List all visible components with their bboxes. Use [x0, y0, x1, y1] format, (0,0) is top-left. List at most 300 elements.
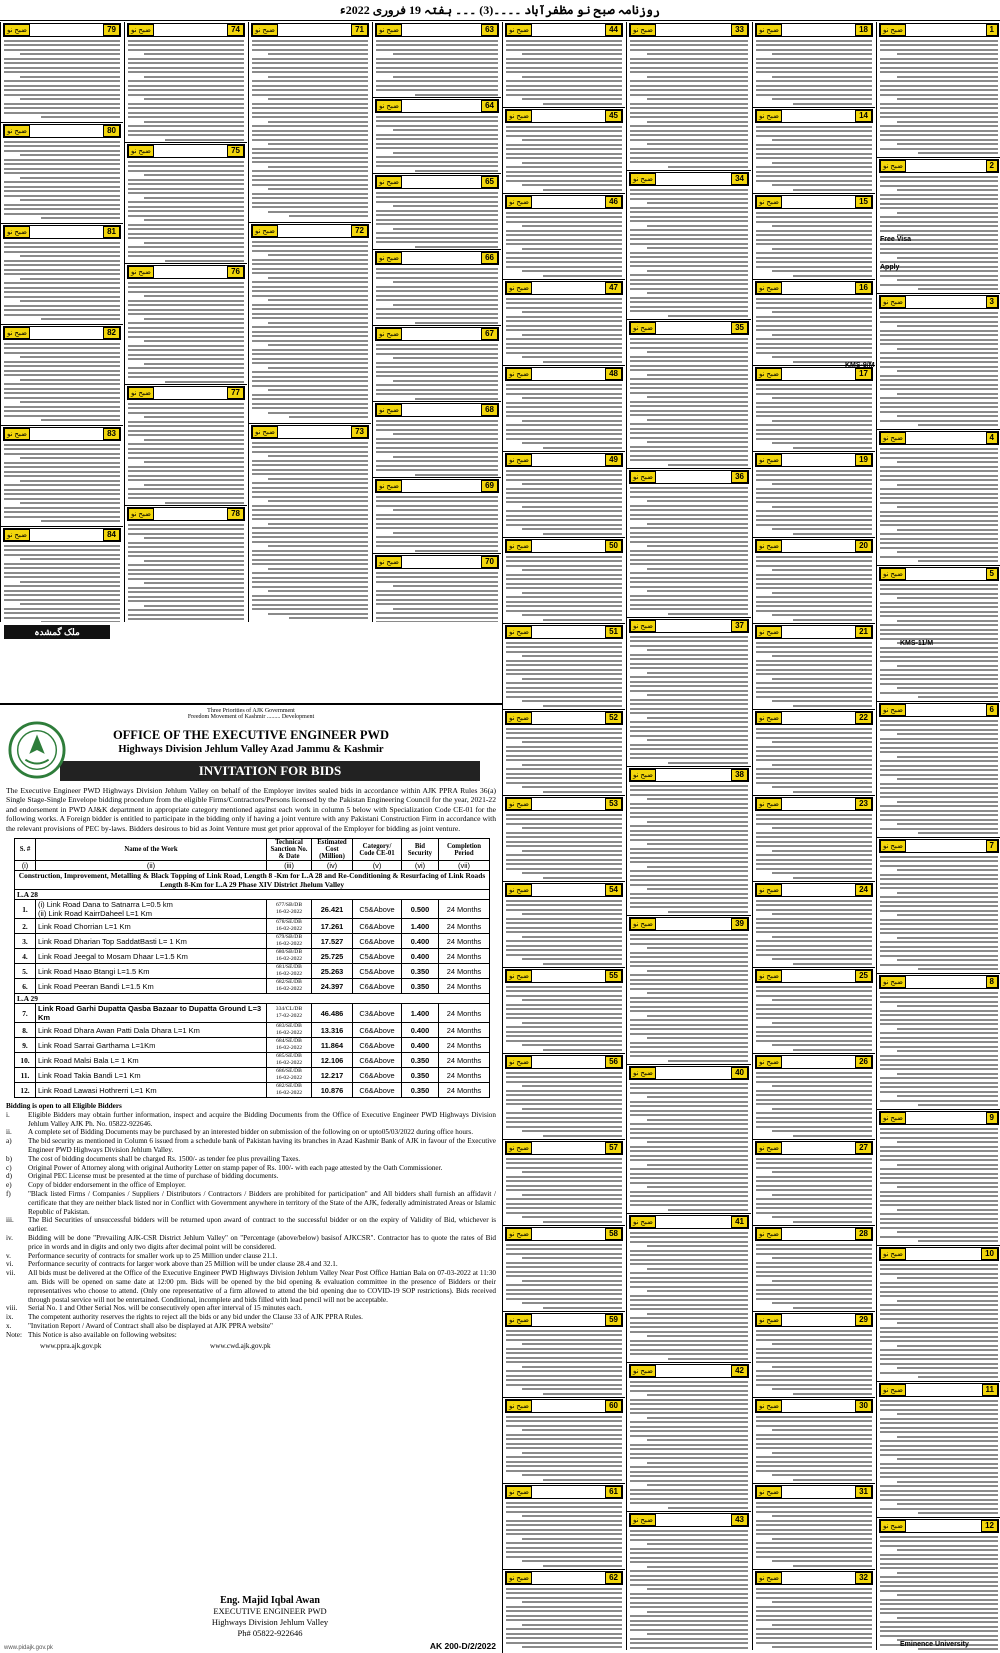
- classified-ad: [877, 22, 1000, 158]
- ad-badge: ضبح نو: [506, 1572, 532, 1584]
- ad-badge: ضبح نو: [506, 282, 532, 294]
- classified-ad: [877, 702, 1000, 838]
- ad-badge: ضبح نو: [880, 1248, 906, 1260]
- ad-badge: ضبح نو: [506, 368, 532, 380]
- signatory-phone: Ph# 05822-922646: [237, 1628, 303, 1638]
- serial-cell: 2.: [15, 919, 36, 934]
- terms-list: [6, 1102, 496, 1340]
- ad-number: 58: [605, 1228, 622, 1240]
- classified-ad: [877, 1110, 1000, 1246]
- ad-header: [375, 23, 499, 37]
- ad-badge: ضبح نو: [506, 1056, 532, 1068]
- ad-text-lines: [880, 312, 998, 427]
- term-text: "Invitation Report / Award of Contract shall also be displayed at AJK PPRA website": [28, 1321, 273, 1330]
- ad-header: [505, 367, 623, 381]
- ad-header: [755, 711, 873, 725]
- ad-text-lines: [630, 40, 748, 168]
- category-cell: C5&Above: [353, 964, 402, 979]
- ad-number: 9: [986, 1112, 998, 1124]
- ad-text-lines: [4, 444, 120, 523]
- classified-ad: [373, 22, 501, 98]
- ad-number: 74: [227, 24, 244, 36]
- ad-header: [505, 1141, 623, 1155]
- ad-badge: ضبح نو: [4, 529, 30, 541]
- period-cell: 24 Months: [439, 1053, 490, 1068]
- ad-badge: ضبح نو: [630, 1216, 656, 1228]
- ad-number: 26: [855, 1056, 872, 1068]
- ad-badge: ضبح نو: [506, 884, 532, 896]
- category-cell: C6&Above: [353, 934, 402, 949]
- ad-number: 11: [982, 1384, 998, 1396]
- term-key: ix.: [6, 1313, 14, 1322]
- classified-ad: [877, 1382, 1000, 1518]
- classified-ad: [125, 143, 247, 264]
- ad-header: [3, 225, 121, 239]
- ad-text-lines: [506, 384, 622, 449]
- ad-number: 21: [855, 626, 872, 638]
- term-key: b): [6, 1154, 12, 1163]
- ad-number: 30: [855, 1400, 872, 1412]
- sanction-cell: 679/SB/DB 16-02-2022: [267, 934, 312, 949]
- ad-number: 56: [605, 1056, 622, 1068]
- sanction-cell: 685/SE/DB 16-02-2022: [267, 1053, 312, 1068]
- ad-badge: ضبح نو: [376, 404, 402, 416]
- classified-ad: [503, 108, 625, 194]
- col-header: S. #: [15, 839, 36, 861]
- classified-ad: [503, 452, 625, 538]
- ad-text-lines: [880, 584, 998, 699]
- ad-header: [629, 768, 749, 782]
- government-motto: Three Priorities of AJK Government Freedom Movement of Kashmir ......... Development: [187, 708, 315, 720]
- sanction-cell: 683/SE/DB 16-02-2022: [267, 1023, 312, 1038]
- ad-number: 54: [605, 884, 622, 896]
- work-name-cell: Link Road Haao Btangi L=1.5 Km: [36, 964, 267, 979]
- classified-ad: [877, 1246, 1000, 1382]
- ad-text-lines: [756, 126, 872, 191]
- ad-number: 3: [986, 296, 998, 308]
- classified-ad: [627, 916, 751, 1065]
- cost-cell: 25.263: [312, 964, 353, 979]
- ad-header: [879, 567, 999, 581]
- category-cell: C5&Above: [353, 949, 402, 964]
- ad-text-lines: [630, 934, 748, 1062]
- sanction-cell: 682/SE/DB 16-02-2022: [267, 1083, 312, 1098]
- ad-text-lines: [756, 1588, 872, 1651]
- serial-cell: 5.: [15, 964, 36, 979]
- category-cell: C6&Above: [353, 1053, 402, 1068]
- classified-ad: [627, 171, 751, 320]
- ad-text-lines: [506, 1244, 622, 1309]
- classified-ad: [503, 1140, 625, 1226]
- ad-number: 73: [351, 426, 368, 438]
- ad-badge: ضبح نو: [880, 1112, 906, 1124]
- classified-ad: [753, 280, 875, 366]
- ad-header: [3, 326, 121, 340]
- ad-header: [755, 1313, 873, 1327]
- classified-ad: [627, 1065, 751, 1214]
- ad-header: [3, 124, 121, 138]
- classified-ad: [753, 1484, 875, 1570]
- work-name-cell: Link Road Lawasi Hothrerri L=1 Km: [36, 1083, 267, 1098]
- ad-badge: ضبح نو: [630, 769, 656, 781]
- ad-header: [505, 797, 623, 811]
- ad-badge: ضبح نو: [880, 432, 906, 444]
- term-key: a): [6, 1137, 12, 1146]
- ad-badge: ضبح نو: [756, 970, 782, 982]
- col-header: Category/ Code CE-01: [353, 839, 402, 861]
- ad-text-lines: [252, 442, 368, 620]
- cost-cell: 12.106: [312, 1053, 353, 1068]
- classified-ad: [753, 108, 875, 194]
- ad-number: 69: [481, 480, 498, 492]
- col-code: (v): [353, 861, 402, 871]
- ad-number: 10: [981, 1248, 998, 1260]
- ad-header: [629, 1066, 749, 1080]
- ad-header: [879, 23, 999, 37]
- ad-header: [629, 470, 749, 484]
- ad-badge: ضبح نو: [128, 145, 154, 157]
- ad-text-lines: [880, 448, 998, 563]
- ad-number: 29: [855, 1314, 872, 1326]
- ad-badge: ضبح نو: [630, 620, 656, 632]
- ad-header: [505, 711, 623, 725]
- term-item: [6, 1313, 496, 1322]
- classified-ad: [503, 1054, 625, 1140]
- ad-text-lines: [506, 1502, 622, 1567]
- work-name-cell: Link Road Dharian Top SaddatBasti L= 1 Km: [36, 934, 267, 949]
- ajk-emblem-icon: [8, 721, 66, 779]
- classified-ad: [503, 22, 625, 108]
- sanction-cell: 678/SE/DB 16-02-2022: [267, 919, 312, 934]
- ad-badge: ضبح نو: [506, 454, 532, 466]
- term-text: Copy of bidder endorsement in the office of Employer.: [28, 1181, 186, 1190]
- ad-number: 22: [855, 712, 872, 724]
- security-cell: 0.350: [402, 1053, 439, 1068]
- ad-header: [505, 1485, 623, 1499]
- ad-badge: ضبح نو: [756, 110, 782, 122]
- ad-header: [879, 839, 999, 853]
- classified-ad: [503, 194, 625, 280]
- ad-badge: ضبح نو: [630, 322, 656, 334]
- term-item: [6, 1331, 496, 1340]
- ad-badge: ضبح نو: [506, 1400, 532, 1412]
- ad-badge: ضبح نو: [4, 327, 30, 339]
- ad-number: 76: [227, 266, 244, 278]
- ad-badge: ضبح نو: [630, 1365, 656, 1377]
- classified-ad: [753, 22, 875, 108]
- classified-ad: [877, 1518, 1000, 1650]
- period-cell: 24 Months: [439, 1023, 490, 1038]
- ad-header: [879, 975, 999, 989]
- cost-cell: 46.486: [312, 1004, 353, 1023]
- ad-header: [755, 1485, 873, 1499]
- ad-number: 6: [986, 704, 998, 716]
- classified-ad: [1, 22, 123, 123]
- term-text: Original PEC License must be presented at the time of purchase of bidding documents.: [28, 1172, 279, 1181]
- ad-number: 61: [605, 1486, 622, 1498]
- ad-number: 19: [855, 454, 872, 466]
- security-cell: 0.400: [402, 1023, 439, 1038]
- term-item: [6, 1322, 496, 1331]
- ad-header: [879, 1519, 999, 1533]
- ad-badge: ضبح نو: [756, 368, 782, 380]
- classified-ad: [1, 325, 123, 426]
- sanction-cell: 682/SE/DB 16-02-2022: [267, 979, 312, 994]
- ad-text-lines: [630, 785, 748, 913]
- term-text: Performance security of contracts for larger work above than 25 Million will be under clause 28.4 and 32.1.: [28, 1260, 338, 1269]
- term-key: i.: [6, 1110, 10, 1119]
- sanction-cell: 684/SE/DB 16-02-2022: [267, 1038, 312, 1053]
- ad-badge: ضبح نو: [506, 24, 532, 36]
- ad-number: 25: [855, 970, 872, 982]
- classified-column: [0, 22, 123, 622]
- ad-number: 32: [855, 1572, 872, 1584]
- ad-badge: ضبح نو: [880, 296, 906, 308]
- ad-header: [505, 109, 623, 123]
- ad-text-lines: [4, 40, 120, 119]
- ad-text-lines: [128, 403, 244, 504]
- signatory-division: Highways Division Jehlum Valley: [211, 1617, 329, 1627]
- ad-number: 57: [605, 1142, 622, 1154]
- ad-number: 80: [103, 125, 120, 137]
- ad-text-lines: [506, 728, 622, 793]
- ad-number: 70: [481, 556, 498, 568]
- ad-text-lines: [756, 556, 872, 621]
- ad-badge: ضبح نو: [376, 176, 402, 188]
- cost-cell: 13.316: [312, 1023, 353, 1038]
- ad-number: 20: [855, 540, 872, 552]
- ad-badge: ضبح نو: [506, 1314, 532, 1326]
- ad-number: 59: [605, 1314, 622, 1326]
- term-key: viii.: [6, 1304, 18, 1313]
- ad-header: [127, 386, 245, 400]
- ad-header: [251, 23, 369, 37]
- ad-number: 51: [605, 626, 622, 638]
- ad-header: [375, 327, 499, 341]
- work-name-cell: Link Road Chorrian L=1 Km: [36, 919, 267, 934]
- ad-number: 49: [605, 454, 622, 466]
- ad-badge: ضبح نو: [756, 1486, 782, 1498]
- website-link[interactable]: www.cwd.ajk.gov.pk: [210, 1341, 271, 1350]
- ad-badge: ضبح نو: [880, 976, 906, 988]
- ad-badge: ضبح نو: [630, 24, 656, 36]
- cost-cell: 17.261: [312, 919, 353, 934]
- ad-number: 38: [731, 769, 748, 781]
- ad-badge: ضبح نو: [128, 508, 154, 520]
- classified-ad: [503, 1398, 625, 1484]
- ad-text-lines: [880, 40, 998, 155]
- ad-number: 77: [227, 387, 244, 399]
- classified-ad: [503, 882, 625, 968]
- ad-number: 24: [855, 884, 872, 896]
- ad-header: [755, 539, 873, 553]
- term-key: v.: [6, 1251, 11, 1260]
- tender-notice: [0, 703, 503, 1653]
- work-name-cell: (i) Link Road Dana to Satnarra L=0.5 km (ii) Link Road KairrDaheel L=1 Km: [36, 900, 267, 919]
- ad-badge: ضبح نو: [506, 196, 532, 208]
- work-name-cell: Link Road Garhi Dupatta Qasba Bazaar to Dupatta Ground L=3 Km: [36, 1004, 267, 1023]
- ad-header: [755, 281, 873, 295]
- ad-text-lines: [880, 1264, 998, 1379]
- ad-number: 62: [605, 1572, 622, 1584]
- col-code: (vii): [439, 861, 490, 871]
- term-key: e): [6, 1181, 12, 1190]
- period-cell: 24 Months: [439, 900, 490, 919]
- ad-badge: ضبح نو: [756, 1142, 782, 1154]
- period-cell: 24 Months: [439, 979, 490, 994]
- term-item: [6, 1260, 496, 1269]
- serial-cell: 6.: [15, 979, 36, 994]
- classified-ad: [627, 618, 751, 767]
- ad-badge: ضبح نو: [756, 24, 782, 36]
- period-cell: 24 Months: [439, 964, 490, 979]
- ad-badge: ضبح نو: [128, 24, 154, 36]
- ad-number: 48: [605, 368, 622, 380]
- ad-number: 83: [103, 428, 120, 440]
- term-text: The competent authority reserves the rights to reject all the bids or any bid under the Clause 33 of AJK PPRA Rules.: [28, 1313, 363, 1322]
- category-cell: C6&Above: [353, 1023, 402, 1038]
- period-cell: 24 Months: [439, 919, 490, 934]
- term-text: Serial No. 1 and Other Serial Nos. will be consecutively open after interval of 15 minutes each.: [28, 1304, 303, 1313]
- ad-header: [505, 453, 623, 467]
- ad-badge: ضبح نو: [630, 1067, 656, 1079]
- classified-ad: [877, 974, 1000, 1110]
- table-row: [15, 1023, 490, 1038]
- cost-cell: 24.397: [312, 979, 353, 994]
- classified-ad: [503, 710, 625, 796]
- ad-number: 17: [855, 368, 872, 380]
- ad-text-lines: [376, 572, 498, 623]
- classified-ad: [373, 98, 501, 174]
- masthead: روزنامہ صبح نو مظفرآباد ۔۔۔۔(3) ۔۔۔ ہفتہ 19 فروری 2022ء: [0, 0, 1000, 21]
- classified-ad: [373, 174, 501, 250]
- ad-badge: ضبح نو: [376, 556, 402, 568]
- classified-ad: [503, 796, 625, 882]
- ad-header: [505, 539, 623, 553]
- ad-text-lines: [252, 241, 368, 419]
- classified-column: [752, 22, 875, 1650]
- kms-code: KMS-11/M: [900, 640, 934, 647]
- classified-ad: [877, 430, 1000, 566]
- ad-header: [755, 625, 873, 639]
- cost-cell: 25.725: [312, 949, 353, 964]
- ad-number: 35: [731, 322, 748, 334]
- ad-text-lines: [756, 1158, 872, 1223]
- ad-number: 81: [103, 226, 120, 238]
- ad-header: [629, 1364, 749, 1378]
- works-table: [14, 838, 490, 1098]
- ad-text-lines: [630, 338, 748, 466]
- classified-ad: [753, 624, 875, 710]
- ad-text-lines: [880, 720, 998, 835]
- classified-ad: [627, 1512, 751, 1650]
- classified-ad: [503, 1484, 625, 1570]
- ad-text-lines: [4, 343, 120, 422]
- term-item: [6, 1155, 496, 1164]
- classified-ad: [249, 424, 371, 622]
- col-code: (ii): [36, 861, 267, 871]
- ad-header: [505, 625, 623, 639]
- la29-label: L.A 29: [15, 994, 490, 1004]
- ad-badge: ضبح نو: [756, 540, 782, 552]
- ad-number: 2: [986, 160, 998, 172]
- ad-header: [629, 1215, 749, 1229]
- ad-header: [505, 1313, 623, 1327]
- term-text: This Notice is also available on following websites:: [28, 1330, 177, 1339]
- ad-header: [629, 23, 749, 37]
- term-item: [6, 1111, 496, 1129]
- ad-number: 12: [981, 1520, 998, 1532]
- website-link[interactable]: www.ppra.ajk.gov.pk: [40, 1341, 102, 1350]
- table-row: [15, 1083, 490, 1098]
- classified-ad: [877, 566, 1000, 702]
- table-row: [15, 979, 490, 994]
- classified-ad: [125, 385, 247, 506]
- classified-column: [124, 22, 247, 622]
- sanction-cell: 677/SB/DB 16-02-2022: [267, 900, 312, 919]
- classified-ad: [503, 366, 625, 452]
- ad-text-lines: [756, 40, 872, 105]
- sanction-cell: 681/SE/DB 16-02-2022: [267, 964, 312, 979]
- ad-header: [375, 403, 499, 417]
- table-row: [15, 900, 490, 919]
- ad-text-lines: [376, 116, 498, 172]
- term-text: All bids must be delivered at the Office of the Executive Engineer PWD Highways Division Jehlum Valley Near Post Office Hattian Bala on 07-03-2022 at 11:30 am. Bids will be opened on same date at 12:00 pm. Bids will be opened by the bid opening & evaluation committee in the presence of Bidders or their representatives who choose to attend. (Only one representative of a firm allowed to attend the bid opening due to COVID-19 SOP restrictions). Bids received through postal service will not be entertained. Conditional, incomplete and bids filled with lead pencil will not be acceptable.: [28, 1269, 496, 1304]
- ad-header: [755, 883, 873, 897]
- ad-header: [755, 109, 873, 123]
- col-header: Bid Security: [402, 839, 439, 861]
- classified-ad: [503, 1226, 625, 1312]
- ad-badge: ضبح نو: [506, 540, 532, 552]
- ad-header: [505, 969, 623, 983]
- table-row: [15, 1004, 490, 1023]
- ad-badge: ضبح نو: [376, 252, 402, 264]
- signatory-title: EXECUTIVE ENGINEER PWD: [213, 1606, 327, 1616]
- table-row: [15, 1053, 490, 1068]
- classified-ad: [753, 366, 875, 452]
- ad-header: [505, 1571, 623, 1585]
- ad-badge: ضبح نو: [252, 225, 278, 237]
- classified-ad: [627, 469, 751, 618]
- security-cell: 0.350: [402, 979, 439, 994]
- ad-number: 52: [605, 712, 622, 724]
- classified-ad: [627, 1363, 751, 1512]
- classified-ad: [125, 264, 247, 385]
- classified-ad: [249, 223, 371, 424]
- ad-number: 8: [986, 976, 998, 988]
- ad-badge: ضبح نو: [506, 626, 532, 638]
- work-name-cell: Link Road Jeegal to Mosam Dhaar L=1.5 Km: [36, 949, 267, 964]
- apply-text: Apply: [880, 264, 900, 271]
- category-cell: C6&Above: [353, 919, 402, 934]
- security-cell: 0.400: [402, 949, 439, 964]
- classified-ad: [877, 294, 1000, 430]
- ad-text-lines: [880, 992, 998, 1107]
- ad-header: [879, 1111, 999, 1125]
- ad-header: [375, 251, 499, 265]
- ad-number: 82: [103, 327, 120, 339]
- ad-text-lines: [4, 545, 120, 623]
- classified-ad: [877, 158, 1000, 294]
- ad-badge: ضبح نو: [252, 426, 278, 438]
- ad-text-lines: [756, 212, 872, 277]
- work-name-cell: Link Road Peeran Bandi L=1.5 Km: [36, 979, 267, 994]
- ad-text-lines: [756, 728, 872, 793]
- ad-header: [127, 507, 245, 521]
- col-code: (i): [15, 861, 36, 871]
- classified-ad: [503, 624, 625, 710]
- ad-badge: ضبح نو: [880, 1384, 906, 1396]
